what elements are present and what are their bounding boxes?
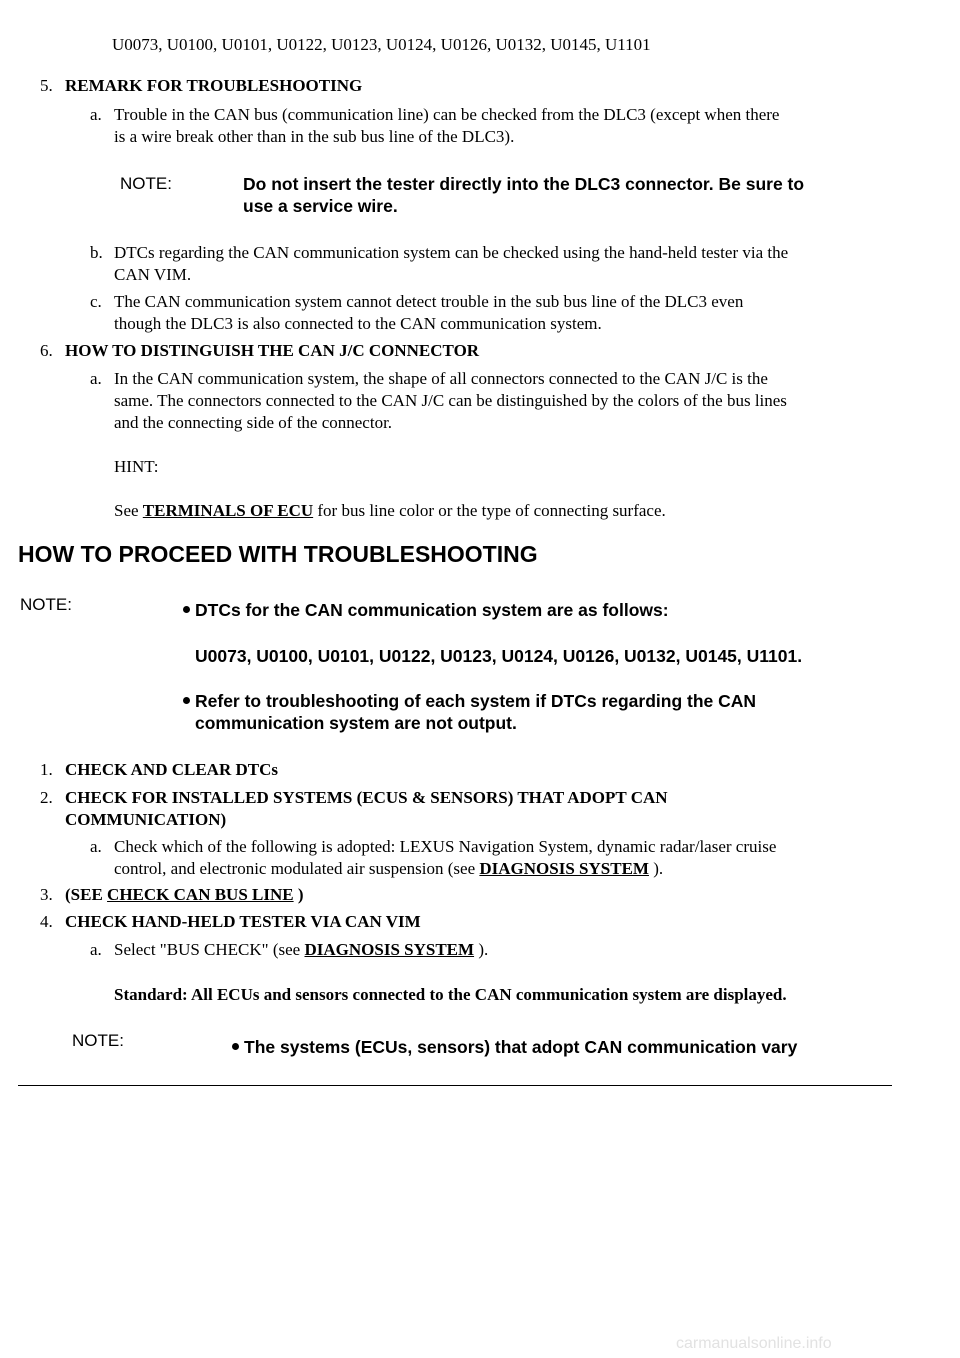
note-label-dtcs: NOTE: xyxy=(20,595,72,614)
section-5c-marker: c. xyxy=(90,292,102,311)
section-6a-line2: same. The connectors connected to the CAN J/C can be distinguished by the colors of the bus lines xyxy=(114,391,787,410)
note-dtcs-codes: U0073, U0100, U0101, U0122, U0123, U0124, U0126, U0132, U0145, U1101. xyxy=(195,646,803,666)
step-3-number: 3. xyxy=(40,885,53,904)
step-4a-marker: a. xyxy=(90,940,102,959)
step-2a-line2-suffix: ). xyxy=(653,859,664,878)
note-dlc3-line1: Do not insert the tester directly into the DLC3 connector. Be sure to xyxy=(243,174,805,194)
section-5b-line2: CAN VIM. xyxy=(114,265,192,284)
step-1-title: CHECK AND CLEAR DTCs xyxy=(65,760,278,779)
check-can-bus-line-link[interactable]: CHECK CAN BUS LINE xyxy=(107,885,294,904)
see-terminals-line xyxy=(114,500,666,522)
note-dtcs-bullet1: DTCs for the CAN communication system are as follows: xyxy=(195,600,669,620)
section-5-title: REMARK FOR TROUBLESHOOTING xyxy=(65,76,363,95)
diagnosis-system-link[interactable]: DIAGNOSIS SYSTEM xyxy=(479,859,649,878)
step-2a-line1: Check which of the following is adopted: LEXUS Navigation System, dynamic radar/laser cruise xyxy=(114,837,777,856)
diagnosis-system-link-2[interactable]: DIAGNOSIS SYSTEM xyxy=(304,940,475,959)
note-label-systems: NOTE: xyxy=(72,1031,124,1050)
page-header-title: U0073, U0100, U0101, U0122, U0123, U0124, U0126, U0132, U0145, U1101 xyxy=(112,35,651,54)
note-systems-bullet: The systems (ECUs, sensors) that adopt CAN communication vary xyxy=(244,1037,798,1057)
step-4a-suffix: ). xyxy=(478,940,489,959)
section-6a-marker: a. xyxy=(90,369,102,388)
section-5c-line2: though the DLC3 is also connected to the CAN communication system. xyxy=(114,314,602,333)
note-dlc3-line2: use a service wire. xyxy=(243,196,398,216)
step-4-number: 4. xyxy=(40,912,53,931)
standard-statement: Standard: All ECUs and sensors connected to the CAN communication system are displayed. xyxy=(114,985,787,1004)
section-5-number: 5. xyxy=(40,76,53,95)
proceed-heading: HOW TO PROCEED WITH TROUBLESHOOTING xyxy=(18,541,538,567)
see-prefix: See xyxy=(114,501,139,520)
note-dtcs-bullet2-line1: Refer to troubleshooting of each system if DTCs regarding the CAN xyxy=(195,691,757,711)
step-4a-prefix: Select "BUS CHECK" (see xyxy=(114,940,301,959)
step-1-number: 1. xyxy=(40,760,53,779)
section-6a-line3: and the connecting side of the connector. xyxy=(114,413,393,432)
step-2a-marker: a. xyxy=(90,837,102,856)
bullet-dot-icon xyxy=(183,697,190,704)
section-5c-line1: The CAN communication system cannot detect trouble in the sub bus line of the DLC3 even xyxy=(114,292,744,311)
step-4-title: CHECK HAND-HELD TESTER VIA CAN VIM xyxy=(65,912,421,931)
step-2-title-line1: CHECK FOR INSTALLED SYSTEMS (ECUS & SENSORS) THAT ADOPT CAN xyxy=(65,788,668,807)
section-6-title: HOW TO DISTINGUISH THE CAN J/C CONNECTOR xyxy=(65,341,480,360)
step-3-title xyxy=(65,884,304,906)
note-label-dlc3: NOTE: xyxy=(120,174,172,193)
section-5b-marker: b. xyxy=(90,243,103,262)
terminals-of-ecu-link[interactable]: TERMINALS OF ECU xyxy=(142,501,314,520)
section-6a-line1: In the CAN communication system, the shape of all connectors connected to the CAN J/C is the xyxy=(114,369,768,388)
bullet-dot-icon xyxy=(232,1043,239,1050)
hint-label: HINT: xyxy=(114,457,159,476)
watermark: carmanualsonline.info xyxy=(676,1335,832,1352)
step-2a-line2 xyxy=(114,858,663,880)
section-5b-line1: DTCs regarding the CAN communication system can be checked using the hand-held tester via the xyxy=(114,243,789,262)
page-bottom-divider xyxy=(18,1085,892,1086)
step-4a-line xyxy=(114,939,488,961)
step-3-prefix: (SEE xyxy=(65,885,103,904)
section-5a-line2: is a wire break other than in the sub bus line of the DLC3). xyxy=(114,127,515,146)
bullet-dot-icon xyxy=(183,606,190,613)
note-dtcs-bullet2-line2: communication system are not output. xyxy=(195,713,517,733)
step-3-suffix: ) xyxy=(297,885,304,904)
step-2-title-line2: COMMUNICATION) xyxy=(65,810,227,829)
section-5a-line1: Trouble in the CAN bus (communication line) can be checked from the DLC3 (except when there xyxy=(114,105,780,124)
section-5a-marker: a. xyxy=(90,105,102,124)
step-2-number: 2. xyxy=(40,788,53,807)
section-6-number: 6. xyxy=(40,341,53,360)
step-2a-line2-prefix: control, and electronic modulated air suspension (see xyxy=(114,859,476,878)
see-suffix: for bus line color or the type of connecting surface. xyxy=(317,501,666,520)
